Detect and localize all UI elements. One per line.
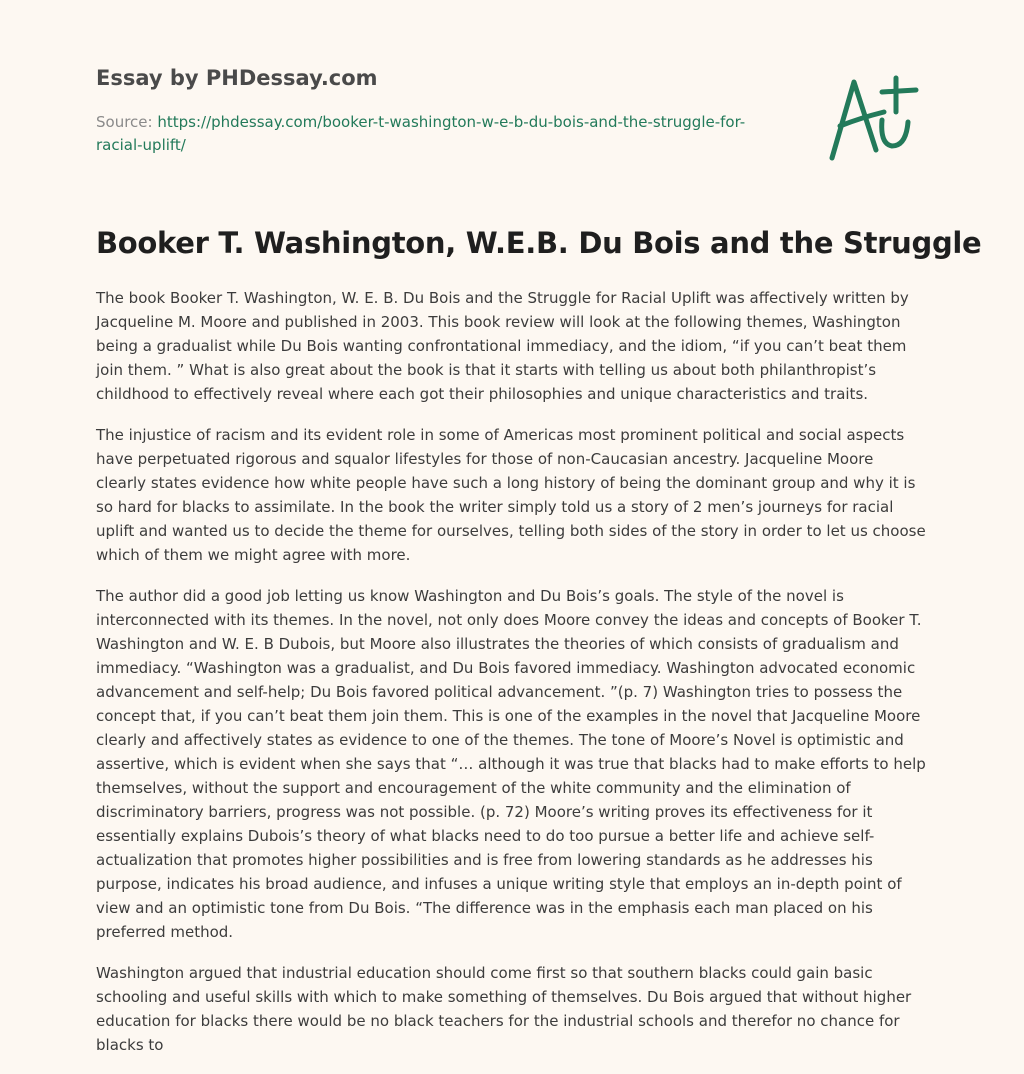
source-label: Source: (96, 113, 153, 131)
a-plus-grade-icon (824, 68, 928, 164)
source-link[interactable]: https://phdessay.com/booker-t-washington-w-e-b-du-bois-and-the-struggle-for-racial-uplift/ (96, 113, 746, 154)
essay-paragraph: Washington argued that industrial education should come first so that southern blacks could gain basic schooling and useful skills with which to make something of themselves. Du Bois argued that without higher education for blacks there would be no black teachers for the industrial schools and therefor no chance for blacks to (96, 964, 912, 1054)
site-brand: Essay by PHDessay.com (96, 66, 378, 90)
source-line (96, 111, 776, 157)
essay-paragraph: The book Booker T. Washington, W. E. B. Du Bois and the Struggle for Racial Uplift was affectively written by Jacqueline M. Moore and published in 2003. This book review will look at the following themes, Washington being a gradualist while Du Bois wanting confrontational immediacy, and the idiom, “if you can’t beat them join them. ” What is also great about the book is that it starts with telling us about both philanthropist’s childhood to effectively reveal where each got their philosophies and unique characteristics and traits. (96, 289, 909, 403)
essay-paragraph: The author did a good job letting us know Washington and Du Bois’s goals. The style of the novel is interconnected with its themes. In the novel, not only does Moore convey the ideas and concepts of Booker T. Washington and W. E. B Dubois, but Moore also illustrates the theories of which consists of gradualism and immediacy. “Washington was a gradualist, and Du Bois favored immediacy. Washington advocated economic advancement and self-help; Du Bois favored political advancement. ”(p. 7) Washington tries to possess the concept that, if you can’t beat them join them. This is one of the examples in the novel that Jacqueline Moore clearly and affectively states as evidence to one of the themes. The tone of Moore’s Novel is optimistic and assertive, which is evident when she says that “… although it was true that blacks had to make efforts to help themselves, without the support and encouragement of the white community and the elimination of discriminatory barriers, progress was not possible. (p. 72) Moore’s writing proves its effectiveness for it essentially explains Dubois’s theory of what blacks need to do too pursue a better life and achieve self-actualization that promotes higher possibilities and is free from lowering standards as he addresses his purpose, indicates his broad audience, and infuses a unique writing style that employs an in-depth point of view and an optimistic tone from Du Bois. “The difference was in the emphasis each man placed on his preferred method. (96, 587, 926, 941)
essay-body (96, 286, 928, 1074)
essay-title: Booker T. Washington, W.E.B. Du Bois and the Struggle (96, 226, 982, 260)
essay-paragraph: The injustice of racism and its evident role in some of Americas most prominent political and social aspects have perpetuated rigorous and squalor lifestyles for those of non-Caucasian ancestry. Jacqueline Moore clearly states evidence how white people have such a long history of being the dominant group and why it is so hard for blacks to assimilate. In the book the writer simply told us a story of 2 men’s journeys for racial uplift and wanted us to decide the theme for ourselves, telling both sides of the story in order to let us choose which of them we might agree with more. (96, 426, 926, 564)
